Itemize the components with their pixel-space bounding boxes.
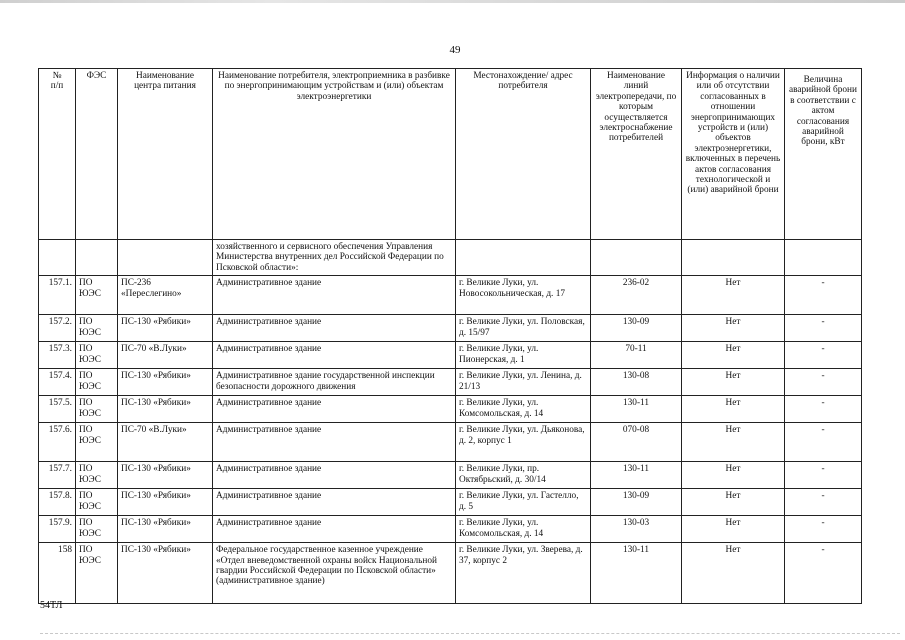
row-center: ПС-70 «В.Луки» — [118, 423, 213, 462]
row-reserve: - — [785, 489, 862, 516]
row-center: ПС-130 «Рябики» — [118, 396, 213, 423]
row-fes: ПО ЮЭС — [76, 342, 118, 369]
table-row — [39, 423, 862, 462]
table-row — [39, 315, 862, 342]
row-info: Нет — [682, 396, 785, 423]
row-reserve: - — [785, 543, 862, 604]
header-fes: ФЭС — [76, 69, 118, 240]
row-center: ПС-130 «Рябики» — [118, 315, 213, 342]
row-info: Нет — [682, 462, 785, 489]
row-reserve: - — [785, 369, 862, 396]
row-num: 157.9. — [39, 516, 76, 543]
row-consumer: Административное здание — [213, 276, 456, 315]
scan-edge-top — [0, 0, 905, 3]
continuation-text: хозяйственного и сервисного обеспечения Управления Министерства внутренних дел Российской Федерации по Псковской области»: — [213, 240, 456, 276]
header-num-label: № п/п — [50, 71, 64, 92]
row-center: ПС-236 «Переслегино» — [118, 276, 213, 315]
row-address: г. Великие Луки, ул. Комсомольская, д. 14 — [456, 516, 591, 543]
row-fes: ПО ЮЭС — [76, 543, 118, 604]
row-center: ПС-130 «Рябики» — [118, 462, 213, 489]
row-consumer: Административное здание — [213, 462, 456, 489]
header-info: Информация о наличии или об отсутствии согласованных в отношении энергопринимающих устройств и (или) объектов электроэнергетики, включенных в перечень актов согласования технологической и (или) аварийной брони — [682, 69, 785, 240]
table-row — [39, 396, 862, 423]
row-line: 130-09 — [591, 315, 682, 342]
row-address: г. Великие Луки, ул. Гастелло, д. 5 — [456, 489, 591, 516]
row-consumer: Административное здание — [213, 396, 456, 423]
row-center: ПС-130 «Рябики» — [118, 369, 213, 396]
table-row — [39, 489, 862, 516]
row-line: 236-02 — [591, 276, 682, 315]
row-consumer: Административное здание — [213, 342, 456, 369]
row-num: 158 — [39, 543, 76, 604]
row-consumer: Административное здание — [213, 516, 456, 543]
row-reserve: - — [785, 462, 862, 489]
row-fes: ПО ЮЭС — [76, 516, 118, 543]
row-info: Нет — [682, 423, 785, 462]
table-row — [39, 516, 862, 543]
scan-edge-bottom — [40, 633, 900, 636]
row-line: 70-11 — [591, 342, 682, 369]
header-num — [39, 69, 76, 240]
row-center: ПС-130 «Рябики» — [118, 516, 213, 543]
row-consumer: Административное здание государственной инспекции безопасности дорожного движения — [213, 369, 456, 396]
table-row — [39, 462, 862, 489]
row-center: ПС-130 «Рябики» — [118, 489, 213, 516]
row-num: 157.7. — [39, 462, 76, 489]
row-reserve: - — [785, 342, 862, 369]
table-row — [39, 543, 862, 604]
row-address: г. Великие Луки, ул. Новосокольническая, д. 17 — [456, 276, 591, 315]
header-address: Местонахождение/ адрес потребителя — [456, 69, 591, 240]
row-center: ПС-130 «Рябики» — [118, 543, 213, 604]
continuation-row — [39, 240, 862, 276]
header-center-label: Наименование центра питания — [134, 71, 196, 92]
row-line: 130-11 — [591, 396, 682, 423]
row-reserve: - — [785, 276, 862, 315]
table-row — [39, 276, 862, 315]
row-line: 130-08 — [591, 369, 682, 396]
row-info: Нет — [682, 276, 785, 315]
row-num: 157.1. — [39, 276, 76, 315]
row-info: Нет — [682, 516, 785, 543]
row-num: 157.4. — [39, 369, 76, 396]
row-fes: ПО ЮЭС — [76, 396, 118, 423]
row-address: г. Великие Луки, ул. Пионерская, д. 1 — [456, 342, 591, 369]
row-fes: ПО ЮЭС — [76, 489, 118, 516]
row-info: Нет — [682, 315, 785, 342]
table-row — [39, 342, 862, 369]
row-address: г. Великие Луки, ул. Зверева, д. 37, корпус 2 — [456, 543, 591, 604]
row-consumer: Федеральное государственное казенное учреждение «Отдел вневедомственной охраны войск Национальной гвардии Российской Федерации по Псковской области» (административное здание) — [213, 543, 456, 604]
row-fes: ПО ЮЭС — [76, 276, 118, 315]
row-fes: ПО ЮЭС — [76, 462, 118, 489]
row-reserve: - — [785, 423, 862, 462]
row-address: г. Великие Луки, ул. Ленина, д. 21/13 — [456, 369, 591, 396]
row-reserve: - — [785, 516, 862, 543]
row-line: 130-11 — [591, 462, 682, 489]
power-consumers-table — [38, 68, 862, 604]
row-info: Нет — [682, 543, 785, 604]
row-line: 130-09 — [591, 489, 682, 516]
row-address: г. Великие Луки, ул. Комсомольская, д. 14 — [456, 396, 591, 423]
table-header-row — [39, 69, 862, 240]
row-info: Нет — [682, 342, 785, 369]
row-consumer: Административное здание — [213, 423, 456, 462]
page-number: 49 — [449, 44, 461, 56]
row-address: г. Великие Луки, ул. Половская, д. 15/97 — [456, 315, 591, 342]
row-num: 157.3. — [39, 342, 76, 369]
row-num: 157.8. — [39, 489, 76, 516]
header-reserve: Величина аварийной брони в соответствии с актом согласования аварийной брони, кВт — [785, 69, 862, 240]
row-fes: ПО ЮЭС — [76, 315, 118, 342]
row-center: ПС-70 «В.Луки» — [118, 342, 213, 369]
row-address: г. Великие Луки, пр. Октябрьский, д. 30/14 — [456, 462, 591, 489]
row-num: 157.2. — [39, 315, 76, 342]
row-fes: ПО ЮЭС — [76, 369, 118, 396]
header-lines: Наименование линий электропередачи, по которым осуществляется электроснабжение потребителей — [591, 69, 682, 240]
row-info: Нет — [682, 489, 785, 516]
row-fes: ПО ЮЭС — [76, 423, 118, 462]
row-line: 070-08 — [591, 423, 682, 462]
row-address: г. Великие Луки, ул. Дьяконова, д. 2, корпус 1 — [456, 423, 591, 462]
row-line: 130-03 — [591, 516, 682, 543]
row-consumer: Административное здание — [213, 489, 456, 516]
row-consumer: Административное здание — [213, 315, 456, 342]
row-reserve: - — [785, 396, 862, 423]
table-row — [39, 369, 862, 396]
row-line: 130-11 — [591, 543, 682, 604]
row-num: 157.5. — [39, 396, 76, 423]
footer-code: 54ТЛ — [40, 600, 63, 611]
row-num: 157.6. — [39, 423, 76, 462]
row-reserve: - — [785, 315, 862, 342]
header-consumer: Наименование потребителя, электроприемника в разбивке по энергопринимающим устройствам и (или) объектам электроэнергетики — [213, 69, 456, 240]
row-info: Нет — [682, 369, 785, 396]
header-center — [118, 69, 213, 240]
